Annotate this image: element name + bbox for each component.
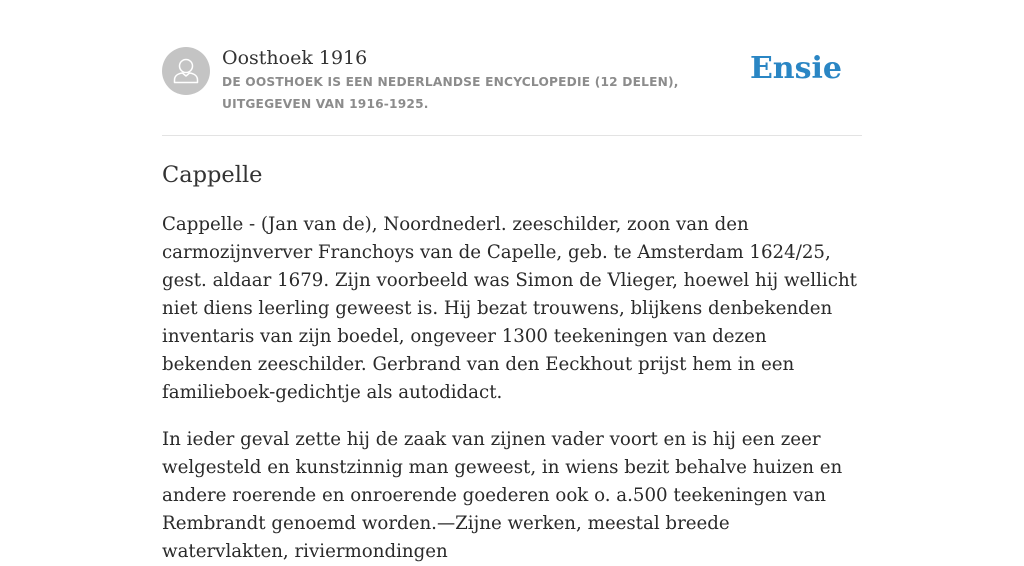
user-icon	[162, 47, 210, 95]
article-container	[162, 0, 862, 566]
article-title: Cappelle	[162, 162, 263, 188]
ensie-logo[interactable]: Ensie	[749, 51, 842, 86]
source-description: DE OOSTHOEK IS EEN NEDERLANDSE ENCYCLOPEDIE (12 DELEN), UITGEGEVEN VAN 1916-1925.	[222, 75, 679, 111]
source-header	[162, 0, 862, 136]
source-name[interactable]: Oosthoek 1916	[222, 47, 368, 69]
article-paragraph: Cappelle - (Jan van de), Noordnederl. zeeschilder, zoon van den carmozijnverver Franchoys van de Capelle, geb. te Amsterdam 1624/25, gest. aldaar 1679. Zijn voorbeeld was Simon de Vlieger, hoewel hij wellicht niet diens leerling geweest is. Hij bezat trouwens, blijkens denbekenden inventaris van zijn boedel, ongeveer 1300 teekeningen van dezen bekenden zeeschilder. Gerbrand van den Eeckhout prijst hem in een familieboek-gedichtje als autodidact.	[162, 214, 857, 403]
avatar[interactable]	[162, 47, 210, 95]
article-paragraph: In ieder geval zette hij de zaak van zijnen vader voort en is hij een zeer welgesteld en kunstzinnig man geweest, in wiens bezit behalve huizen en andere roerende en onroerende goederen ook o. a.500 teekeningen van Rembrandt genoemd worden.—Zijne werken, meestal breede watervlakten, riviermondingen	[162, 429, 843, 562]
